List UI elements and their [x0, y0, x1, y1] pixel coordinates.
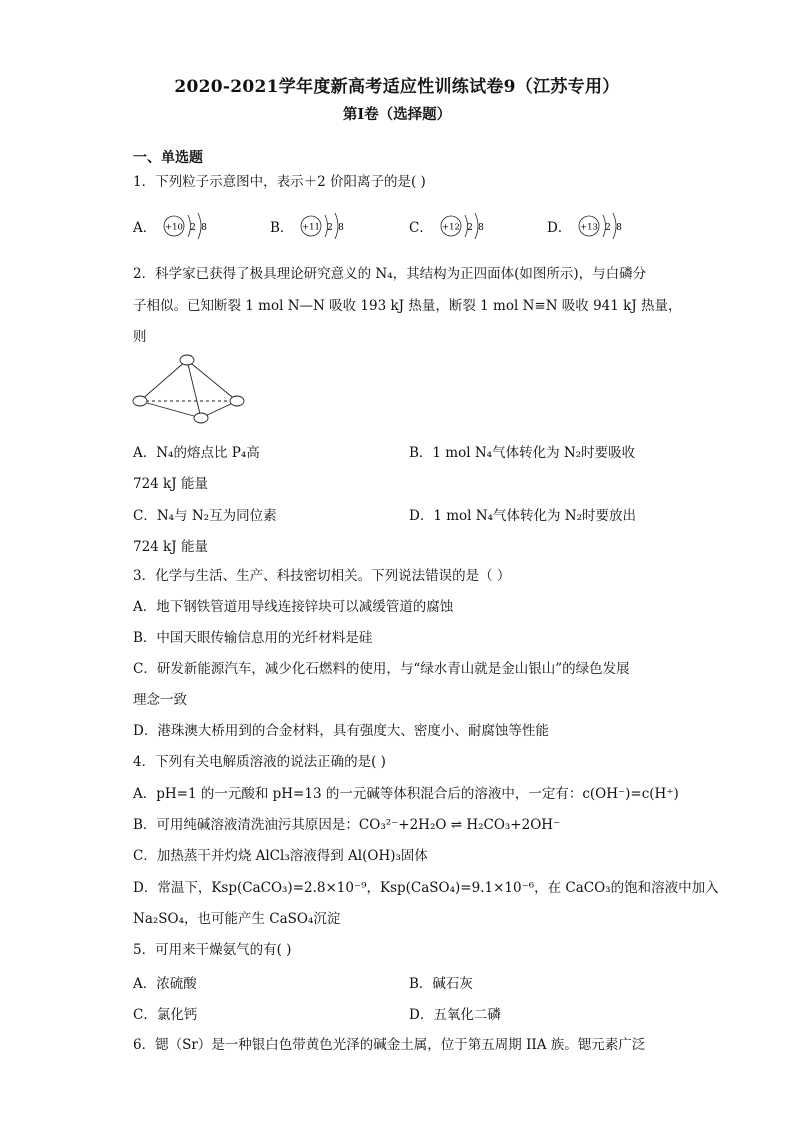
ion-diagram-icon [299, 212, 359, 240]
q2-option-b: B．1 mol N₄气体转化为 N₂时要吸收 [409, 445, 636, 461]
q2-option-a: A．N₄的熔点比 P₄高 [133, 445, 260, 461]
n4-tetrahedron-diagram [130, 350, 250, 434]
option-letter: C． [409, 220, 433, 236]
q1-option-d [547, 212, 637, 240]
ion-diagram-icon [162, 212, 222, 240]
svg-text:+13: +13 [580, 222, 599, 233]
q4-option-b: B．可用纯碱溶液清洗油污其原因是：CO₃²⁻+2H₂O ⇌ H₂CO₃+2OH⁻ [133, 817, 561, 833]
svg-text:2: 2 [466, 223, 473, 233]
q2-option-d-cont: 724 kJ 能量 [133, 539, 208, 555]
q4-option-d-line2: Na₂SO₄，也可能产生 CaSO₄沉淀 [133, 911, 341, 927]
svg-text:+10: +10 [165, 222, 184, 233]
q5-stem: 5．可用来干燥氨气的有( ) [133, 942, 292, 958]
q2-stem-line1: 2．科学家已获得了极具理论研究意义的 N₄，其结构为正四面体(如图所示)，与白磷分 [133, 266, 647, 282]
q2-stem-line2: 子相似。已知断裂 1 mol N—N 吸收 193 kJ 热量，断裂 1 mol N≡N 吸收 941 kJ 热量， [133, 298, 682, 314]
svg-text:8: 8 [616, 223, 623, 233]
q2-option-d: D．1 mol N₄气体转化为 N₂时要放出 [409, 508, 636, 524]
q4-stem: 4．下列有关电解质溶液的说法正确的是( ) [133, 754, 386, 770]
q1-stem: 1．下列粒子示意图中，表示＋2 价阳离子的是( ) [133, 174, 426, 190]
svg-text:8: 8 [477, 223, 484, 233]
ion-diagram-icon [577, 212, 637, 240]
q3-option-d: D．港珠澳大桥用到的合金材料，具有强度大、密度小、耐腐蚀等性能 [133, 723, 549, 739]
q4-option-a: A．pH=1 的一元酸和 pH=13 的一元碱等体积混合后的溶液中，一定有：c(OH⁻)=c(H⁺) [133, 786, 679, 802]
q1-option-c [409, 212, 499, 240]
svg-text:2: 2 [327, 223, 334, 233]
q4-option-d-line1: D．常温下，Ksp(CaCO₃)=2.8×10⁻⁹，Ksp(CaSO₄)=9.1×10⁻⁶，在 CaCO₃的饱和溶液中加入 [133, 880, 719, 896]
q2-stem-line3: 则 [133, 329, 147, 345]
option-letter: B． [270, 220, 294, 236]
q3-option-c-line1: C．研发新能源汽车，减少化石燃料的使用，与“绿水青山就是金山银山”的绿色发展 [133, 661, 630, 677]
option-letter: D． [547, 220, 572, 236]
q3-stem: 3．化学与生活、生产、科技密切相关。下列说法错误的是（ ） [133, 568, 511, 584]
svg-text:2: 2 [605, 223, 612, 233]
ion-diagram-icon [439, 212, 499, 240]
q1-option-b [270, 212, 359, 240]
page-title: 2020-2021学年度新高考适应性训练试卷9（江苏专用） [174, 77, 620, 97]
svg-text:+12: +12 [441, 222, 460, 233]
option-letter: A． [133, 220, 157, 236]
svg-text:2: 2 [190, 223, 197, 233]
q2-option-b-cont: 724 kJ 能量 [133, 476, 208, 492]
q1-options [133, 212, 673, 240]
q5-option-c: C．氯化钙 [133, 1007, 198, 1023]
q5-option-a: A．浓硫酸 [133, 976, 197, 992]
q3-option-a: A．地下钢铁管道用导线连接锌块可以减缓管道的腐蚀 [133, 599, 454, 615]
svg-text:8: 8 [338, 223, 345, 233]
section-heading: 一、单选题 [133, 150, 203, 166]
page-subtitle: 第I卷（选择题） [342, 106, 452, 123]
q6-stem: 6．锶（Sr）是一种银白色带黄色光泽的碱金土属，位于第五周期 IIA 族。锶元素广泛 [133, 1037, 646, 1053]
q5-option-b: B．碱石灰 [409, 976, 473, 992]
q3-option-c-line2: 理念一致 [133, 692, 187, 708]
q1-option-a [133, 212, 222, 240]
q2-option-c: C．N₄与 N₂互为同位素 [133, 508, 277, 524]
svg-text:8: 8 [201, 223, 208, 233]
q3-option-b: B．中国天眼传输信息用的光纤材料是硅 [133, 630, 373, 646]
q4-option-c: C．加热蒸干并灼烧 AlCl₃溶液得到 Al(OH)₃固体 [133, 848, 428, 864]
svg-text:+11: +11 [302, 222, 321, 233]
q5-option-d: D．五氧化二磷 [409, 1007, 501, 1023]
